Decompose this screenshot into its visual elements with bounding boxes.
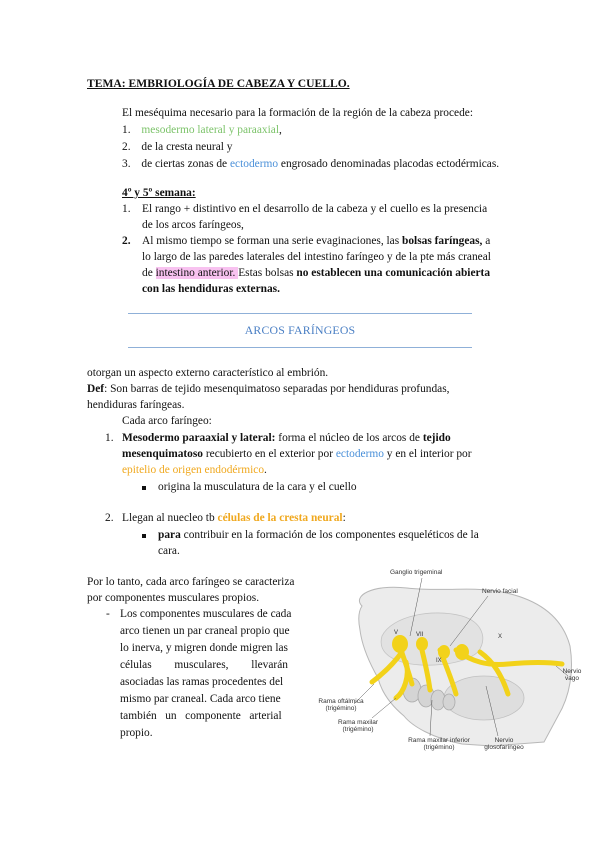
def-line-2: hendiduras faríngeas.	[87, 399, 185, 411]
bottom-list-line-4: células musculares, llevarán	[120, 659, 288, 671]
bold-text: Mesodermo paraaxial y lateral:	[122, 432, 276, 444]
embryo-nerves-figure	[312, 566, 588, 756]
label-nervio-facial: Nervio facial	[482, 588, 518, 595]
ectodermo-text: ectodermo	[229, 158, 279, 170]
text: Estas bolsas	[238, 267, 297, 279]
bottom-list-line-5: asociadas las ramas procedentes del	[120, 676, 284, 688]
week-item-2-line-4: con las hendiduras externas.	[142, 283, 280, 295]
cada-arco: Cada arco faríngeo:	[122, 415, 212, 427]
label-roman-v: V	[394, 630, 399, 636]
bottom-list-line-8: propio.	[120, 727, 153, 739]
text: contribuir en la formación de los componentes esqueléticos de la	[180, 529, 479, 541]
bolsas-faringeas: bolsas faríngeas,	[402, 235, 483, 247]
label-rama-maxilar: Rama maxilar (trigémino)	[337, 719, 379, 733]
bottom-list-line-1: Los componentes musculares de cada	[120, 608, 292, 620]
bold-text: no establecen una comunicación abierta	[296, 267, 491, 279]
text: y en el interior por	[383, 448, 472, 460]
ectodermo-text: ectodermo	[335, 448, 384, 460]
epitelio-text: epitelio de origen endodérmico	[122, 464, 265, 476]
week-item-2-number: 2.	[122, 235, 131, 247]
item-number: 3.	[122, 158, 131, 170]
def-label: Def	[87, 383, 105, 395]
mesodermo-text: mesodermo lateral y paraaxial	[141, 124, 279, 136]
week-item-1-line-2: de los arcos faríngeos,	[142, 219, 244, 231]
text: Llegan al nuecleo tb	[122, 512, 218, 524]
arcos-item-1-line-2	[122, 448, 472, 460]
item-text: de la cresta neural y	[141, 141, 233, 153]
section-rule-top	[128, 313, 472, 314]
bold-text: tejido	[422, 432, 451, 444]
heart-region	[444, 676, 524, 720]
item-suffix: ,	[278, 124, 282, 136]
text: a	[482, 235, 491, 247]
intro-item-3	[122, 158, 499, 170]
bold-text: para	[158, 529, 181, 541]
arcos-item-1-number: 1.	[105, 432, 114, 444]
document-title: TEMA: EMBRIOLOGÍA DE CABEZA Y CUELLO.	[87, 77, 350, 90]
square-bullet-icon	[142, 486, 146, 490]
arcos-item-2-sub-line-1	[158, 529, 479, 541]
bottom-list-line-2: arco tienen un par craneal propio que	[120, 625, 290, 637]
arcos-item-1-line-1	[122, 432, 451, 444]
label-roman-x: X	[498, 634, 503, 640]
def-line-1	[87, 383, 450, 395]
section-rule-bottom	[128, 347, 472, 348]
item-text-post: engrosado denominadas placodas ectodérmicas.	[278, 158, 500, 170]
arcos-item-1-sub: origina la musculatura de la cara y el cuello	[158, 481, 357, 493]
label-roman-vii: VII	[416, 632, 424, 638]
label-nervio-vago: Nervio vago	[562, 668, 582, 682]
bottom-list-line-3: lo inerva, y migren donde migren las	[120, 642, 288, 654]
arcos-item-2-sub-line-2: cara.	[158, 545, 180, 557]
week-item-2-line-1	[142, 235, 490, 247]
square-bullet-icon	[142, 534, 146, 538]
item-number: 1.	[122, 124, 131, 136]
text: forma el núcleo de los arcos de	[275, 432, 423, 444]
label-nervio-glosofaringeo: Nervio glosofaríngeo	[484, 737, 524, 751]
arcos-item-1-line-3	[122, 464, 267, 476]
label-rama-oftalmica: Rama oftálmica (trigémino)	[318, 698, 364, 712]
arcos-item-2-number: 2.	[105, 512, 114, 524]
text: de	[142, 267, 156, 279]
bottom-list-line-7: también un componente arterial	[120, 710, 282, 722]
section-heading: ARCOS FARÍNGEOS	[244, 323, 356, 337]
intestino-anterior-highlight: intestino anterior.	[155, 267, 239, 279]
week-item-2-line-3	[142, 267, 490, 279]
week-item-2-line-2: lo largo de las paredes laterales del intestino faríngeo y de la pte más craneal	[142, 251, 491, 263]
label-rama-maxilar-inferior: Rama maxilar inferior (trigémino)	[408, 737, 470, 751]
item-text-pre: de ciertas zonas de	[141, 158, 230, 170]
item-number: 2.	[122, 141, 131, 153]
text: :	[342, 512, 346, 524]
text: recubierto en el exterior por	[203, 448, 336, 460]
week-heading: 4º y 5º semana:	[122, 187, 196, 199]
arcos-paragraph: otorgan un aspecto externo característico al embrión.	[87, 367, 329, 379]
intro-text: El meséquima necesario para la formación de la región de la cabeza procede:	[122, 107, 474, 119]
arcos-item-2-line	[122, 512, 346, 524]
text: Al mismo tiempo se forman una serie evaginaciones, las	[142, 235, 403, 247]
bottom-list-line-6: mismo par craneal. Cada arco tiene	[120, 693, 281, 705]
text: : Son barras de tejido mesenquimatoso separadas por hendiduras profundas,	[104, 383, 450, 395]
text: .	[264, 464, 267, 476]
week-item-1-line-1: El rango + distintivo en el desarrollo de la cabeza y el cuello es la presencia	[142, 203, 488, 215]
label-roman-ix: IX	[436, 658, 442, 664]
bottom-line-2: por componentes musculares propios.	[87, 592, 260, 604]
bold-text: mesenquimatoso	[122, 448, 204, 460]
intro-item-2	[122, 141, 232, 153]
cresta-neural-text: células de la cresta neural	[217, 512, 343, 524]
bottom-line-1: Por lo tanto, cada arco faríngeo se caracteriza	[87, 576, 295, 588]
week-item-1-number: 1.	[122, 203, 131, 215]
dash-bullet: -	[106, 608, 110, 620]
label-ganglio-trigeminal: Ganglio trigeminal	[390, 569, 443, 576]
intro-item-1	[122, 124, 282, 136]
